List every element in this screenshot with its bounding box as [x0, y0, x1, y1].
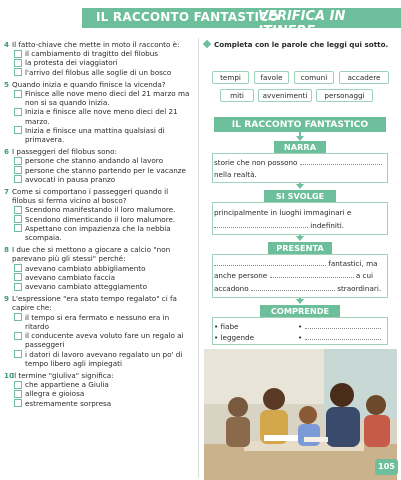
- instruction-text: Completa con le parole che leggi qui sotto.: [214, 40, 389, 49]
- question-8: [4, 245, 194, 291]
- blank-field[interactable]: [251, 285, 335, 291]
- answer-option[interactable]: [14, 273, 194, 282]
- question-number: 6: [4, 147, 10, 157]
- classroom-illustration: [204, 349, 397, 480]
- answer-option[interactable]: [14, 282, 194, 291]
- fill-line: [214, 259, 378, 268]
- question-text: Quando inizia e quando finisce la vicenda?: [12, 79, 166, 89]
- section-box-si-svolge: [212, 202, 388, 235]
- option-label: il conducente aveva voluto fare un regalo ai passeggeri: [25, 331, 184, 350]
- answer-option[interactable]: [14, 68, 194, 77]
- checkbox[interactable]: [14, 224, 22, 232]
- classroom-photo: [204, 349, 397, 480]
- fill-line: •: [298, 333, 381, 342]
- answer-option[interactable]: [14, 166, 194, 175]
- arrow-down-icon: [296, 299, 304, 304]
- answer-option[interactable]: [14, 331, 194, 349]
- line-text: fantastici, ma: [328, 259, 378, 268]
- option-label: avevano cambiato faccia: [25, 272, 116, 282]
- question-number: 8: [4, 245, 10, 255]
- questions-column: [4, 40, 194, 411]
- question-number: 4: [4, 40, 10, 49]
- section-tag-comprende: COMPRENDE: [260, 305, 340, 317]
- option-label: il tempo si era fermato e nessuno era in ritardo: [25, 312, 170, 331]
- question-4: [4, 40, 194, 77]
- checkbox[interactable]: [14, 206, 22, 214]
- checkbox[interactable]: [14, 313, 22, 321]
- question-9: [4, 294, 194, 368]
- header-title: IL RACCONTO FANTASTICO: [96, 10, 279, 24]
- word-chip: favole: [254, 71, 289, 84]
- checkbox[interactable]: [14, 390, 22, 398]
- line-text: a cui: [355, 271, 374, 280]
- option-label: persone che stanno partendo per le vacanze: [25, 165, 186, 175]
- option-label: avevano cambiato atteggiamento: [25, 282, 147, 292]
- option-label: la protesta dei viaggiatori: [25, 58, 118, 68]
- question-text: I passeggeri del filobus sono:: [12, 147, 117, 157]
- question-number: 7: [4, 187, 10, 197]
- option-label: allegra e gioiosa: [25, 389, 85, 399]
- answer-option[interactable]: [14, 49, 194, 58]
- answer-option[interactable]: [14, 313, 194, 331]
- answer-option[interactable]: [14, 215, 194, 224]
- word-chip: personaggi: [316, 89, 373, 102]
- answer-option[interactable]: [14, 399, 194, 408]
- checkbox[interactable]: [14, 90, 22, 98]
- option-label: avvocati in pausa pranzo: [25, 174, 116, 184]
- arrow-down-icon: [296, 184, 304, 189]
- option-label: che appartiene a Giulia: [25, 380, 109, 390]
- section-tag-presenta: PRESENTA: [268, 242, 332, 254]
- option-label: il cambiamento di tragitto del filobus: [25, 49, 159, 59]
- exercise-column: [204, 40, 397, 49]
- checkbox[interactable]: [14, 126, 22, 134]
- word-chip: avvenimenti: [258, 89, 312, 102]
- fill-line: [214, 208, 351, 217]
- answer-option[interactable]: [14, 205, 194, 214]
- checkbox[interactable]: [14, 215, 22, 223]
- question-text: Il fatto-chiave che mette in moto il racconto è:: [12, 40, 180, 49]
- word-chip: miti: [220, 89, 254, 102]
- checkbox[interactable]: [14, 399, 22, 407]
- option-label: Inizia e finisce alle nove meno dieci del 21 marzo.: [25, 107, 178, 126]
- checkbox[interactable]: [14, 59, 22, 67]
- fill-line: [214, 284, 381, 293]
- answer-option[interactable]: [14, 107, 194, 125]
- line-text: indefiniti.: [310, 221, 345, 230]
- line-text: principalmente in luoghi immaginari e: [214, 208, 352, 217]
- question-10: [4, 371, 194, 408]
- answer-option[interactable]: [14, 389, 194, 398]
- word-chip: tempi: [212, 71, 249, 84]
- blank-field[interactable]: [214, 260, 326, 266]
- checkbox[interactable]: [14, 264, 22, 272]
- line-text: nella realtà.: [214, 170, 257, 179]
- checkbox[interactable]: [14, 157, 22, 165]
- fill-line: • leggende: [214, 333, 255, 342]
- answer-option[interactable]: [14, 264, 194, 273]
- option-label: i datori di lavoro avevano regalato un po' di tempo libero agli impiegati: [25, 349, 183, 368]
- checkbox[interactable]: [14, 332, 22, 340]
- question-7: [4, 187, 194, 242]
- line-text: accadono: [214, 284, 249, 293]
- option-label: Inizia e finisce una mattina qualsiasi di primavera.: [25, 125, 165, 145]
- line-text: straordinari.: [337, 284, 382, 293]
- fill-line: •: [298, 322, 381, 331]
- question-number: 5: [4, 79, 10, 89]
- checkbox[interactable]: [14, 175, 22, 183]
- blank-field[interactable]: [214, 222, 308, 228]
- answer-option[interactable]: [14, 224, 194, 242]
- fill-line: [214, 221, 344, 230]
- fill-line: [214, 158, 382, 167]
- section-tag-si-svolge: SI SVOLGE: [264, 190, 336, 202]
- question-6: [4, 147, 194, 184]
- blank-field[interactable]: [300, 159, 382, 165]
- option-label: avevano cambiato abbigliamento: [25, 263, 146, 273]
- checkbox[interactable]: [14, 108, 22, 116]
- option-label: Finisce alle nove meno dieci del 21 marzo ma non si sa quando inizia.: [25, 89, 190, 108]
- line-text: storie che non possono: [214, 158, 298, 167]
- checkbox[interactable]: [14, 68, 22, 76]
- page-number: 105: [375, 459, 398, 475]
- fill-line: • fiabe: [214, 322, 239, 331]
- checkbox[interactable]: [14, 273, 22, 281]
- question-text: L'espressione "era stato tempo regalato" ci fa capire che:: [12, 294, 177, 313]
- checkbox[interactable]: [14, 166, 22, 174]
- answer-option[interactable]: [14, 126, 194, 144]
- word-chip: comuni: [294, 71, 334, 84]
- blank-field[interactable]: [305, 323, 381, 329]
- checkbox[interactable]: [14, 50, 22, 58]
- fill-line: [214, 271, 373, 280]
- fill-line: [214, 170, 257, 179]
- column-divider: [198, 38, 199, 478]
- blank-field[interactable]: [305, 334, 381, 340]
- diamond-bullet-icon: [203, 40, 211, 48]
- section-tag-narra: NARRA: [274, 141, 326, 153]
- option-label: l'arrivo del filobus alle soglie di un bosco: [25, 67, 172, 77]
- answer-option[interactable]: [14, 156, 194, 165]
- question-number: 10: [4, 370, 15, 380]
- line-text: leggende: [220, 333, 255, 342]
- line-text: fiabe: [220, 322, 239, 331]
- checkbox[interactable]: [14, 350, 22, 358]
- blank-field[interactable]: [270, 272, 354, 278]
- question-text: Come si comportano i passeggeri quando il filobus si ferma vicino al bosco?: [12, 187, 169, 206]
- option-label: estremamente sorpresa: [25, 398, 112, 408]
- header-section-label: VERIFICA IN ITINERE: [258, 9, 346, 39]
- word-chip: accadere: [339, 71, 389, 84]
- arrow-down-icon: [296, 236, 304, 241]
- answer-option[interactable]: [14, 175, 194, 184]
- option-label: Scendono manifestando il loro malumore.: [25, 205, 176, 215]
- question-5: [4, 80, 194, 144]
- checkbox[interactable]: [14, 283, 22, 291]
- option-label: Aspettano con impazienza che la nebbia scompaia.: [25, 223, 171, 243]
- question-number: 9: [4, 294, 10, 304]
- question-text: I due che si mettono a giocare a calcio "non parevano più gli stessi" perché:: [12, 245, 171, 264]
- question-text: Il termine "giuliva" significa:: [12, 370, 114, 380]
- option-label: persone che stanno andando al lavoro: [25, 156, 163, 166]
- answer-option[interactable]: [14, 89, 194, 107]
- answer-option[interactable]: [14, 380, 194, 389]
- diagram-title: IL RACCONTO FANTASTICO: [214, 117, 386, 132]
- line-text: anche persone: [214, 271, 268, 280]
- answer-option[interactable]: [14, 58, 194, 67]
- answer-option[interactable]: [14, 350, 194, 368]
- exercise-instruction: [204, 40, 397, 49]
- checkbox[interactable]: [14, 381, 22, 389]
- option-label: Scendono dimenticando il loro malumore.: [25, 214, 176, 224]
- page-header: [0, 0, 401, 39]
